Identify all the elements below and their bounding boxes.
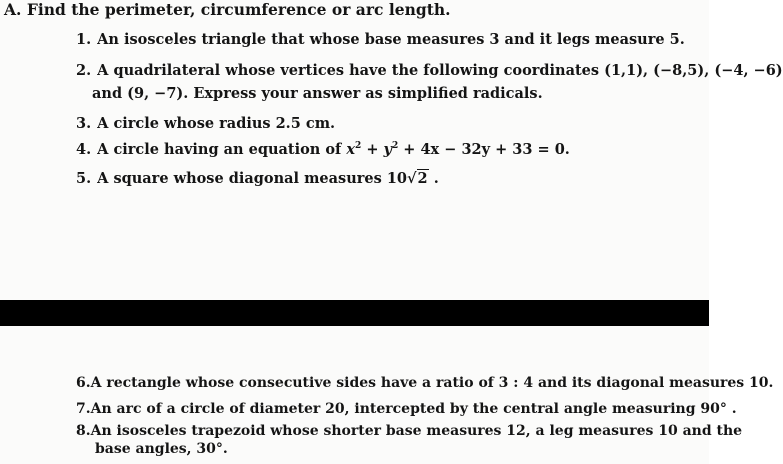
problem-number: 2. (76, 62, 92, 79)
equation-exponent: 2 (391, 141, 399, 151)
problem-number: 5. (76, 170, 92, 187)
problem-7 (76, 401, 737, 417)
equation-y-variable: y (383, 141, 392, 158)
problem-8 (76, 423, 742, 439)
radical-coefficient: 10 (386, 170, 408, 187)
problem-8-continuation (95, 441, 228, 457)
equation-rest: + 4x − 32y + 33 = 0. (398, 141, 570, 158)
problem-text: A rectangle whose consecutive sides have a ratio of 3 : 4 and its diagonal measures 10. (90, 375, 774, 391)
problem-text: An isosceles trapezoid whose shorter base measures 12, a leg measures 10 and the (90, 423, 743, 439)
problem-number: 4. (76, 141, 92, 158)
radical-sign: √ (407, 170, 417, 187)
problem-2 (76, 62, 783, 79)
problem-number: 8. (76, 423, 91, 439)
problem-2-continuation (92, 85, 543, 102)
problem-text-continued: base angles, 30°. (95, 441, 228, 457)
problem-text-continued: and (9, −7). Express your answer as simplified radicals. (92, 85, 543, 102)
equation-x-variable: x (346, 141, 355, 158)
equation-plus: + (361, 141, 384, 158)
equation-exponent: 2 (355, 141, 362, 151)
problem-text: A circle having an equation of (97, 141, 347, 158)
black-divider-band (0, 300, 709, 326)
problem-6 (76, 375, 773, 391)
problem-1 (76, 31, 685, 48)
radicand: 2 (417, 170, 428, 187)
problem-suffix: . (428, 170, 439, 187)
problem-number: 7. (76, 401, 91, 417)
problem-text: An arc of a circle of diameter 20, intercepted by the central angle measuring 90° . (90, 401, 737, 417)
problem-number: 1. (76, 31, 92, 48)
problem-text: A square whose diagonal measures (97, 170, 387, 187)
problem-text: A quadrilateral whose vertices have the following coordinates (1,1), (−8,5), (−4, −6) (97, 62, 783, 79)
problem-4 (76, 141, 570, 158)
problem-text: A circle whose radius 2.5 cm. (97, 115, 336, 132)
problem-3 (76, 115, 335, 132)
square-root-expression (407, 170, 429, 187)
problem-text: An isosceles triangle that whose base measures 3 and it legs measure 5. (97, 31, 685, 48)
section-heading: A. Find the perimeter, circumference or arc length. (4, 0, 451, 19)
problem-number: 6. (76, 375, 91, 391)
problem-5 (76, 170, 439, 187)
problem-number: 3. (76, 115, 92, 132)
